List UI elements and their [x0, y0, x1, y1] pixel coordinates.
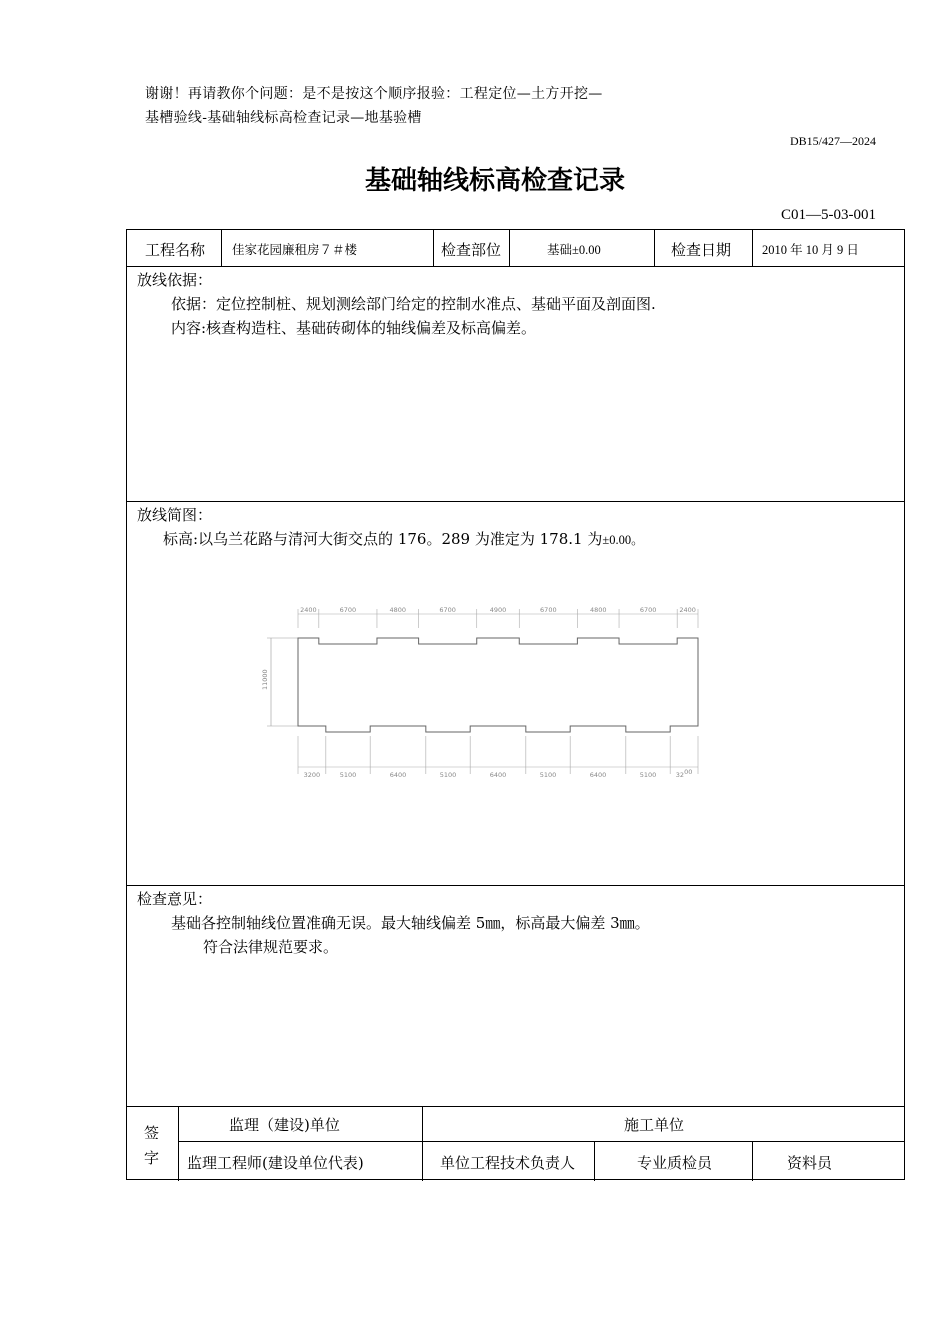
- bottom-dim-label: 5100: [339, 771, 357, 778]
- opinion-line-2: 符合法律规范要求。: [203, 938, 339, 956]
- documenter-label: 资料员: [787, 1154, 833, 1172]
- intro-line-1: 谢谢！再请教你个问题：是不是按这个顺序报验：工程定位—土方开挖—: [145, 86, 603, 102]
- record-code: C01—5-03-001: [781, 207, 876, 223]
- sign-label-1: 签: [144, 1124, 160, 1142]
- project-name-value: 佳家花园廉租房７＃楼: [232, 243, 358, 257]
- record-form: [126, 229, 905, 1180]
- inspection-date-label: 检查日期: [671, 241, 732, 259]
- top-dim-label: 6700: [439, 606, 456, 614]
- standard-code: DB15/427—2024: [789, 134, 876, 148]
- sketch-section: [137, 503, 644, 552]
- intro-line-2: 基槽验线-基础轴线标高检查记录—地基验槽: [145, 110, 422, 126]
- bottom-dim-label: 6400: [589, 771, 607, 778]
- top-dim-label: 4800: [589, 606, 607, 614]
- elevation-note: [137, 527, 644, 552]
- top-dim-label: 4800: [389, 606, 407, 614]
- construction-unit-label: 施工单位: [624, 1116, 685, 1134]
- top-dim-label: 6700: [639, 606, 657, 614]
- tech-lead-label: 单位工程技术负责人: [440, 1154, 576, 1172]
- opinion-label: 检查意见：: [137, 890, 213, 908]
- opinion-line-1: 基础各控制轴线位置准确无误。最大轴线偏差 5㎜，标高最大偏差 3㎜。: [171, 914, 650, 932]
- project-name-label: 工程名称: [145, 241, 206, 259]
- top-dim-label: 2400: [679, 606, 696, 614]
- bottom-dim-label: 3200: [675, 768, 693, 778]
- bottom-dim-label: 6400: [389, 771, 407, 778]
- supervisor-label: 监理工程师(建设单位代表): [187, 1154, 364, 1172]
- foundation-plan-sketch: [257, 606, 717, 778]
- top-dim-label: 6700: [339, 606, 357, 614]
- basis-line-1: 依据：定位控制桩、规划测绘部门给定的控制水准点、基础平面及剖面图.: [171, 295, 656, 313]
- inspection-part-label: 检查部位: [441, 241, 502, 259]
- sketch-label: 放线简图：: [137, 506, 213, 524]
- bottom-dim-sup: 00: [684, 768, 693, 776]
- top-dim-label: 2400: [300, 606, 317, 614]
- inspection-part-value: 基础±0.00: [547, 243, 601, 257]
- page-title: 基础轴线标高检查记录: [364, 166, 625, 196]
- basis-section: [137, 268, 656, 340]
- top-dim-label: 6700: [540, 606, 557, 614]
- sign-label-2: 字: [144, 1149, 160, 1167]
- basis-line-2: 内容:核查构造柱、基础砖砌体的轴线偏差及标高偏差。: [171, 319, 537, 337]
- top-dim-label: 4900: [489, 606, 507, 614]
- elevation-zero: ±0.00。: [602, 533, 644, 547]
- supervision-unit-label: 监理（建设)单位: [229, 1116, 340, 1134]
- side-dim-label: 11000: [261, 669, 269, 690]
- opinion-section: [137, 887, 650, 959]
- bottom-dim-label: 5100: [639, 771, 657, 778]
- elevation-text: 标高:以乌兰花路与清河大街交点的 176。289 为准定为 178.1 为: [163, 530, 603, 548]
- bottom-dim-label: 6400: [489, 771, 507, 778]
- bottom-dim-label: 3200: [303, 771, 321, 778]
- basis-label: 放线依据：: [137, 271, 213, 289]
- inspection-date-value: 2010 年 10 月 9 日: [762, 243, 859, 257]
- bottom-dim-label: 5100: [539, 771, 557, 778]
- quality-inspector-label: 专业质检员: [637, 1154, 713, 1172]
- foundation-outline: [298, 638, 698, 732]
- bottom-dim-label: 5100: [439, 771, 457, 778]
